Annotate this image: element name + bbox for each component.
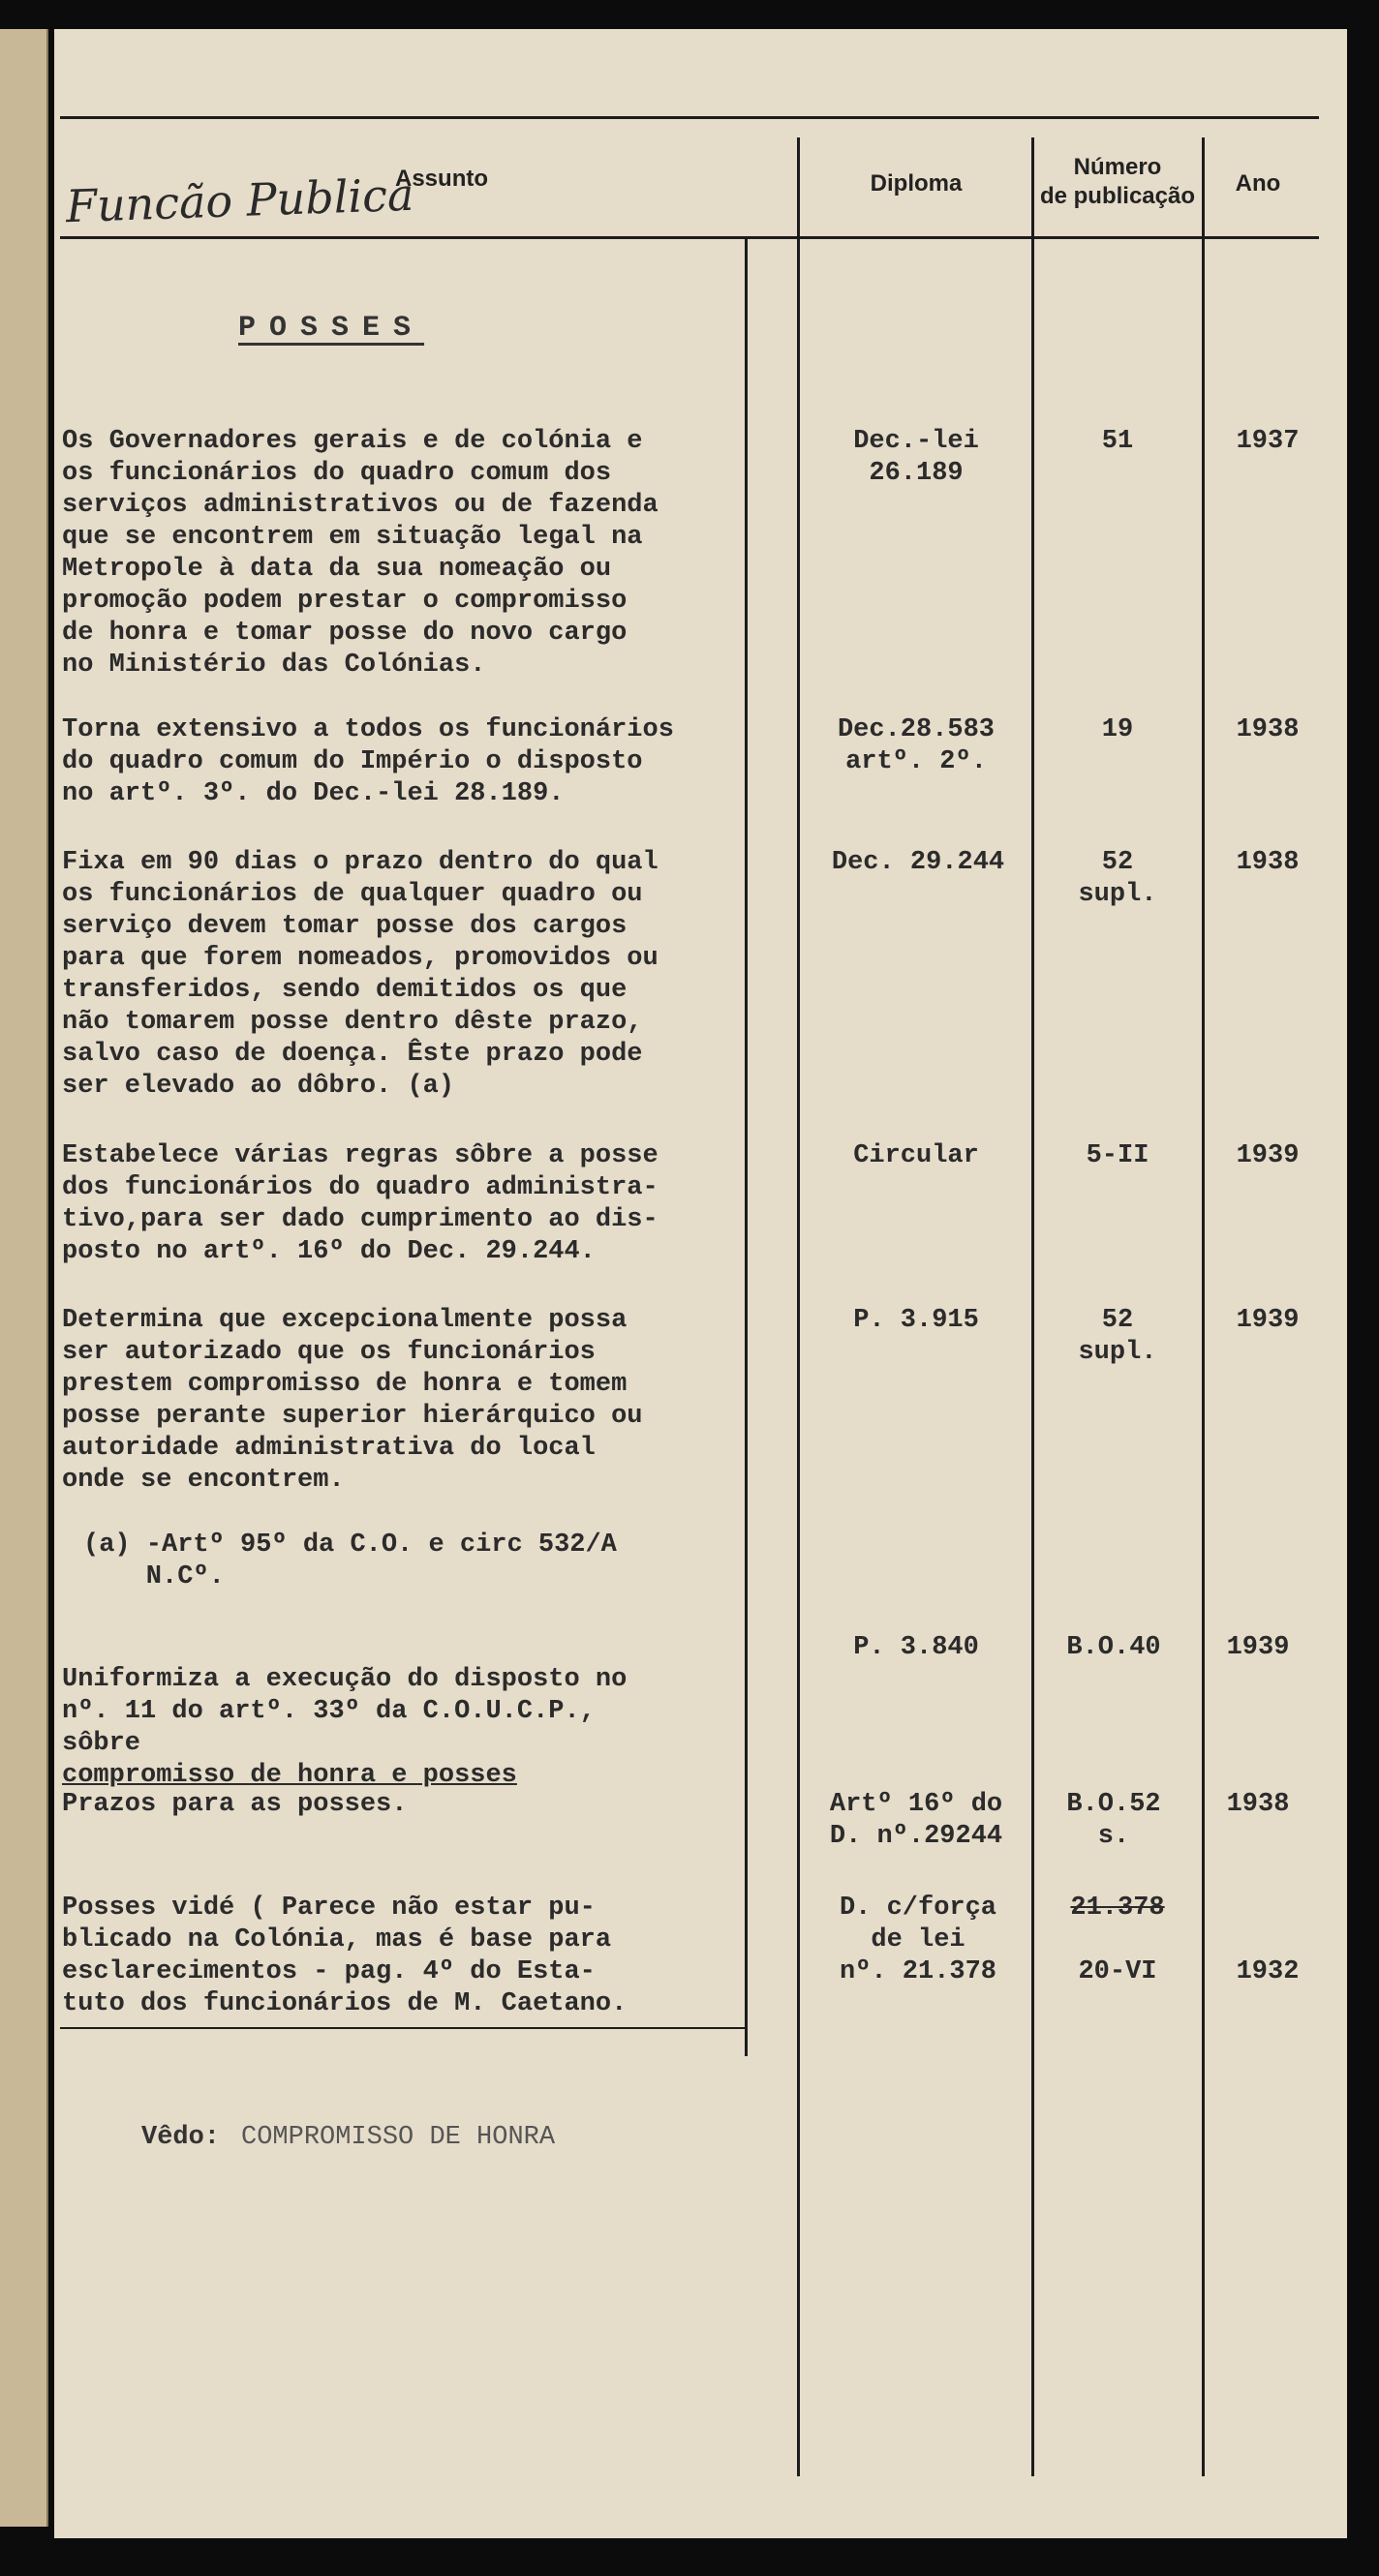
entry-1-numero: 51 bbox=[1101, 427, 1134, 456]
entry-3-diploma: Dec. 29.244 bbox=[831, 848, 1005, 877]
entry-2-diploma: Dec.28.583 artº. 2º. bbox=[837, 715, 996, 776]
entry-prazos-assunto: Prazos para as posses. bbox=[62, 1790, 408, 1819]
subject-end-rule bbox=[60, 2027, 748, 2029]
entry-1-diploma: Dec.-lei 26.189 bbox=[853, 427, 979, 488]
index-card-page bbox=[54, 29, 1347, 2538]
entry-uniformiza-assunto bbox=[62, 1632, 798, 1792]
header-diploma: Diploma bbox=[870, 170, 963, 197]
top-rule bbox=[60, 116, 1319, 119]
entry-3-assunto: Fixa em 90 dias o prazo dentro do qual os funcionários de qualquer quadro ou serviço devem tomar posse dos cargos para que forem nomeados, promovidos ou transferidos, sendo demitidos os que não tomarem posse dentro dêste prazo, salvo caso de doença. Êste prazo pode ser elevado ao dôbro. (a) bbox=[62, 848, 659, 1101]
entry-uniformiza-diploma: P. 3.840 bbox=[853, 1633, 979, 1662]
header-bottom-rule bbox=[60, 236, 1319, 239]
entry-uniformiza-underlined: compromisso de honra e posses bbox=[62, 1761, 517, 1790]
entry-2-ano: 1938 bbox=[1236, 715, 1300, 744]
entry-1-assunto: Os Governadores gerais e de colónia e os funcionários do quadro comum dos serviços administrativos ou de fazenda que se encontrem em situação legal na Metropole à data da sua nomeação ou promoção podem prestar o compromisso de honra e tomar posse do novo cargo no Ministério das Colónias. bbox=[62, 427, 659, 680]
entry-3-ano: 1938 bbox=[1236, 848, 1300, 877]
see-also-label: Vêdo: bbox=[141, 2123, 221, 2152]
header-assunto: Assunto bbox=[395, 166, 488, 192]
entry-4-assunto: Estabelece várias regras sôbre a posse dos funcionários do quadro administra- tivo,para ser dado cumprimento ao dis- posto no artº. 16º do Dec. 29.244. bbox=[62, 1141, 659, 1266]
header-ano: Ano bbox=[1235, 170, 1281, 197]
entry-4-ano: 1939 bbox=[1236, 1141, 1300, 1170]
entry-4-numero: 5-II bbox=[1086, 1141, 1149, 1170]
see-also bbox=[141, 2123, 555, 2152]
entry-2-numero: 19 bbox=[1101, 715, 1134, 744]
entry-vide-ano: 1932 bbox=[1236, 1957, 1300, 1986]
entry-uniformiza-numero: B.O.40 bbox=[1066, 1633, 1161, 1662]
entry-5-diploma: P. 3.915 bbox=[853, 1306, 979, 1335]
entry-vide-numero: 20-VI bbox=[1078, 1957, 1157, 1986]
previous-page-edge bbox=[0, 29, 48, 2527]
entry-5-assunto: Determina que excepcionalmente possa ser autorizado que os funcionários prestem compromisso de honra e tomem posse perante superior hierárquico ou autoridade administrativa do local onde se encontrem. bbox=[62, 1306, 643, 1495]
entry-uniformiza-text: Uniformiza a execução do disposto no nº. 11 do artº. 33º da C.O.U.C.P., sôbre bbox=[62, 1665, 628, 1758]
section-title: POSSES bbox=[238, 312, 425, 345]
entry-5-ano: 1939 bbox=[1236, 1306, 1300, 1335]
entry-prazos-numero: B.O.52 s. bbox=[1066, 1790, 1161, 1851]
entry-vide-numero-struck: 21.378 bbox=[1070, 1894, 1165, 1923]
entry-uniformiza-ano: 1939 bbox=[1226, 1633, 1290, 1662]
entry-4-diploma: Circular bbox=[853, 1141, 979, 1170]
entry-vide-diploma: D. c/força de lei nº. 21.378 bbox=[839, 1894, 997, 1986]
header-numero: Número de publicação bbox=[1039, 154, 1196, 209]
handwritten-category-label: Funcão Publica bbox=[65, 167, 415, 233]
entry-5-numero: 52 supl. bbox=[1078, 1306, 1157, 1367]
entry-vide-assunto: Posses vidé ( Parece não estar pu- blicado na Colónia, mas é base para esclarecimentos - pag. 4º do Esta- tuto dos funcionários de M. Caetano. bbox=[62, 1894, 628, 2018]
entry-prazos-ano: 1938 bbox=[1226, 1790, 1290, 1819]
entry-prazos-diploma: Artº 16º do D. nº.29244 bbox=[829, 1790, 1003, 1851]
entry-3-numero: 52 supl. bbox=[1078, 848, 1157, 909]
footnote-a: (a) -Artº 95º da C.O. e circ 532/A N.Cº. bbox=[83, 1530, 617, 1591]
see-also-value: COMPROMISSO DE HONRA bbox=[241, 2123, 556, 2152]
entry-1-ano: 1937 bbox=[1236, 427, 1300, 456]
entry-2-assunto: Torna extensivo a todos os funcionários do quadro comum do Império o disposto no artº. 3º. do Dec.-lei 28.189. bbox=[62, 715, 674, 808]
